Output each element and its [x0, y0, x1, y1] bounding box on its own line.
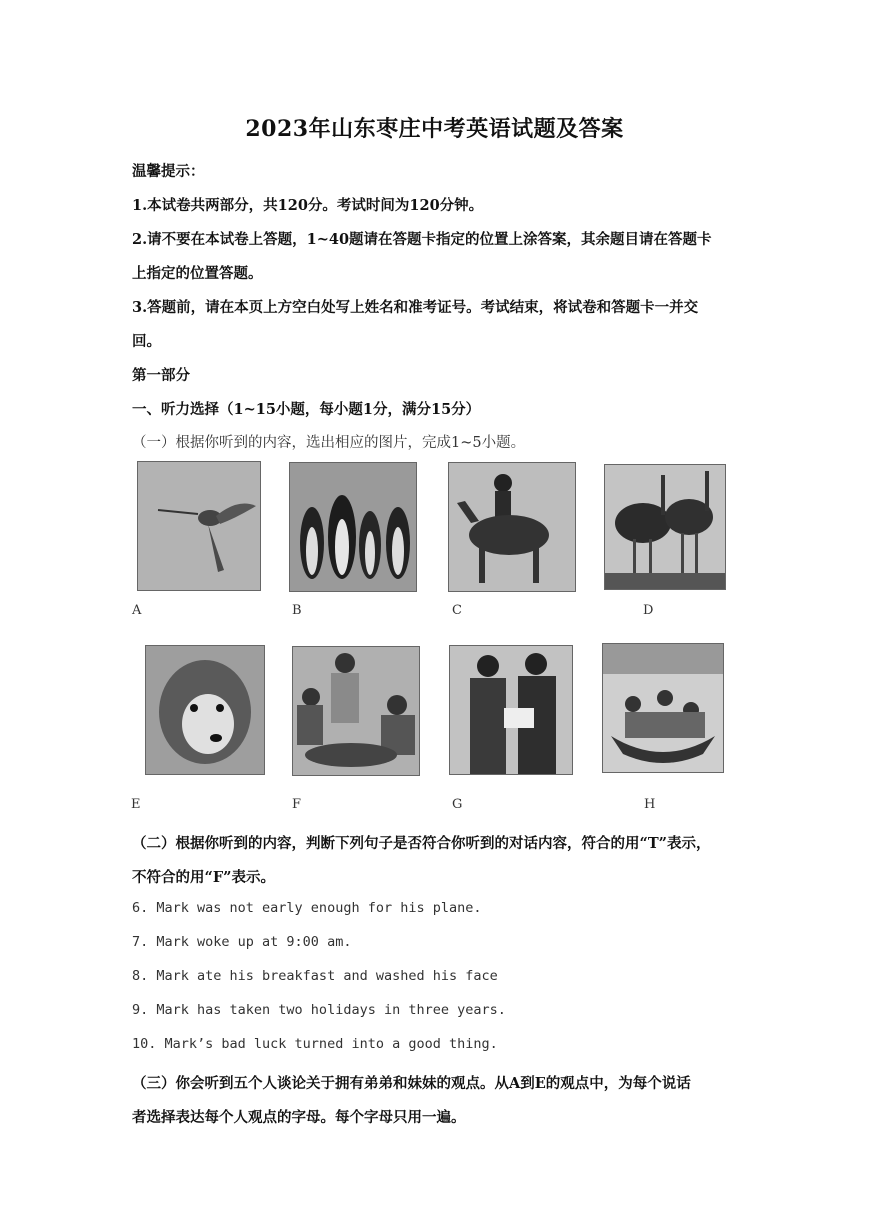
ostriches-image [604, 464, 726, 590]
dog-image [145, 645, 265, 775]
notice-item-2-line1: 2.请不要在本试卷上答题，1~40题请在答题卡指定的位置上涂答案，其余题目请在答题卡 [132, 231, 712, 248]
section-1-sub-2-line1: （二）根据你听到的内容，判断下列句子是否符合你听到的对话内容，符合的用“T”表示， [132, 835, 711, 852]
statement-8: 8. Mark ate his breakfast and washed his face [132, 968, 498, 984]
picture-letter-a: A [132, 603, 142, 618]
notice-item-2-line2: 上指定的位置答题。 [132, 265, 263, 282]
section-1-sub-1: （一）根据你听到的内容，选出相应的图片，完成1~5小题。 [132, 435, 526, 451]
section-1-sub-3-line2: 者选择表达每个人观点的字母。每个字母只用一遍。 [132, 1109, 466, 1126]
picture-letter-b: B [292, 603, 302, 618]
page-title: 2023年山东枣庄中考英语试题及答案 [245, 116, 624, 142]
penguins-image [289, 462, 417, 592]
section-1-heading: 一、听力选择（1~15小题，每小题1分，满分15分） [132, 401, 481, 418]
statement-6: 6. Mark was not early enough for his plane. [132, 900, 482, 916]
two-boys-reading-image [449, 645, 573, 775]
picture-letter-c: C [452, 603, 462, 618]
part-heading: 第一部分 [132, 367, 190, 384]
notice-item-3-line1: 3.答题前，请在本页上方空白处写上姓名和准考证号。考试结束，将试卷和答题卡一并交 [132, 299, 699, 316]
picture-letter-e: E [131, 797, 141, 812]
section-1-sub-2-line2: 不符合的用“F”表示。 [132, 869, 275, 886]
picture-letter-d: D [643, 603, 654, 618]
notice-item-1: 1.本试卷共两部分，共120分。考试时间为120分钟。 [132, 197, 484, 214]
hummingbird-image [137, 461, 261, 591]
statement-10: 10. Mark’s bad luck turned into a good thing. [132, 1036, 498, 1052]
notice-heading: 温馨提示： [132, 163, 205, 180]
picture-letter-g: G [452, 797, 463, 812]
statement-7: 7. Mark woke up at 9:00 am. [132, 934, 352, 950]
horse-rider-image [448, 462, 576, 592]
boating-image [602, 643, 724, 773]
notice-item-3-line2: 回。 [132, 333, 161, 350]
family-meal-image [292, 646, 420, 776]
section-1-sub-3-line1: （三）你会听到五个人谈论关于拥有弟弟和妹妹的观点。从A到E的观点中，为每个说话 [132, 1075, 691, 1092]
picture-letter-h: H [644, 797, 656, 812]
picture-letter-f: F [292, 797, 302, 812]
statement-9: 9. Mark has taken two holidays in three years. [132, 1002, 506, 1018]
